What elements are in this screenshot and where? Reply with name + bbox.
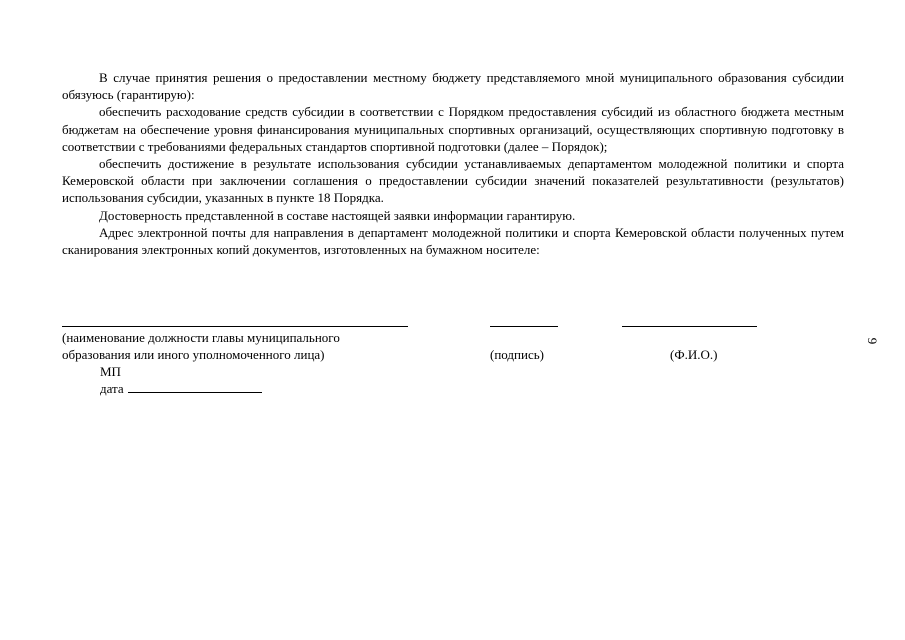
paragraph-spending-obligation: обеспечить расходование средств субсидии в соответствии с Порядком предоставления субсидий из областного бюджета местным бюджетам на обеспечение уровня финансирования муниципальных спортивных организаций, осуществляющих спортивную подготовку в соответствии с требованиями федеральных стандартов спортивной подготовки (далее – Порядок); — [62, 104, 844, 154]
date-blank-line — [128, 380, 262, 393]
document-body — [62, 69, 844, 258]
fio-caption: (Ф.И.О.) — [670, 347, 718, 362]
position-caption-line-2: образования или иного уполномоченного лица) — [62, 347, 325, 363]
date-row — [100, 380, 262, 397]
paragraph-accuracy-guarantee: Достоверность представленной в составе настоящей заявки информации гарантирую. — [99, 207, 576, 223]
signature-caption: (подпись) — [490, 347, 544, 362]
paragraph-email-address: Адрес электронной почты для направления в департамент молодежной политики и спорта Кемеровской области полученных путем сканирования электронных копий документов, изготовленных на бумажном носителе: — [62, 224, 844, 258]
date-label: дата — [100, 381, 124, 396]
paragraph-guarantee-intro: В случае принятия решения о предоставлении местному бюджету представляемого мной муниципального образования субсидии обязуюсь (гарантирую): — [62, 70, 844, 103]
position-caption — [62, 329, 340, 363]
stamp-label: МП — [100, 364, 121, 379]
position-blank-line — [62, 326, 408, 327]
fio-blank-line — [622, 326, 757, 327]
position-caption-line-1: (наименование должности главы муниципального — [62, 330, 340, 345]
page-number: 9 — [865, 337, 880, 345]
paragraph-results-obligation: обеспечить достижение в результате использования субсидии устанавливаемых департаментом молодежной политики и спорта Кемеровской области при заключении соглашения о предоставлении субсидии значений показателей результативности (результатов) использования субсидии, указанных в пункте 18 Порядка. — [62, 156, 844, 206]
signature-blank-line — [490, 326, 558, 327]
